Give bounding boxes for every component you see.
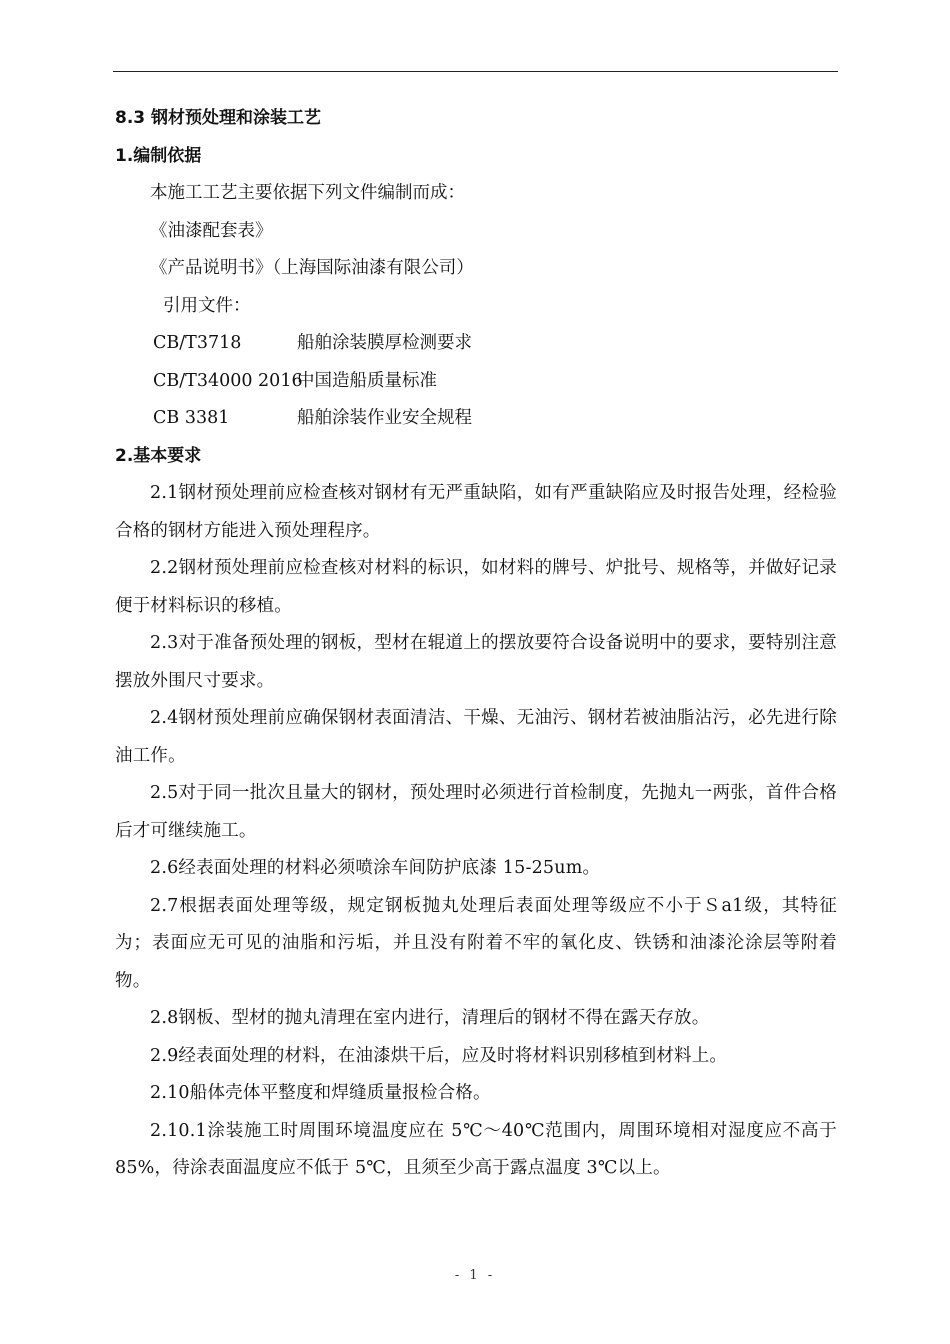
requirement-item: 2.4钢材预处理前应确保钢材表面清洁、干燥、无油污、钢材若被油脂沾污，必先进行除油工作。	[115, 708, 837, 766]
requirement-item: 2.3对于准备预处理的钢板，型材在辊道上的摆放要符合设备说明中的要求，要特别注意摆放外围尺寸要求。	[115, 633, 837, 691]
reference-row	[115, 325, 837, 363]
reference-title: 中国造船质量标准	[297, 370, 437, 391]
reference-row	[115, 400, 837, 438]
section-heading: 8.3 钢材预处理和涂装工艺	[115, 108, 322, 128]
requirement-item: 2.1钢材预处理前应检查核对钢材有无严重缺陷，如有严重缺陷应及时报告处理，经检验合格的钢材方能进入预处理程序。	[115, 483, 837, 541]
page-number: - 1 -	[454, 1268, 496, 1283]
basis-intro: 本施工工艺主要依据下列文件编制而成：	[150, 183, 465, 203]
requirement-item: 2.8钢板、型材的抛丸清理在室内进行，清理后的钢材不得在露天存放。	[150, 1008, 710, 1028]
requirement-item: 2.5对于同一批次且量大的钢材，预处理时必须进行首检制度，先抛丸一两张，首件合格后才可继续施工。	[115, 783, 837, 841]
references-label: 引用文件：	[163, 295, 251, 316]
reference-row	[115, 363, 837, 401]
reference-code: CB/T3718	[153, 333, 242, 353]
basis-heading: 1.编制依据	[115, 145, 202, 166]
requirement-item: 2.10船体壳体平整度和焊缝质量报检合格。	[150, 1083, 491, 1103]
reference-code: CB 3381	[153, 408, 230, 428]
requirements-heading: 2.基本要求	[115, 445, 202, 466]
requirement-item: 2.6经表面处理的材料必须喷涂车间防护底漆 15-25um。	[150, 858, 601, 878]
header-rule	[113, 71, 838, 72]
basis-doc: 《产品说明书》（上海国际油漆有限公司）	[150, 258, 474, 278]
reference-title: 船舶涂装膜厚检测要求	[297, 333, 472, 353]
requirement-item: 2.9经表面处理的材料，在油漆烘干后，应及时将材料识别移植到材料上。	[150, 1045, 728, 1066]
requirement-item: 2.10.1涂装施工时周围环境温度应在 5℃～40℃范围内，周围环境相对湿度应不高于 85%，待涂表面温度应不低于 5℃，且须至少高于露点温度 3℃以上。	[115, 1120, 837, 1178]
reference-title: 船舶涂装作业安全规程	[297, 408, 472, 428]
requirement-item: 2.7根据表面处理等级，规定钢板抛丸处理后表面处理等级应不小于Ｓa1级，其特征为；表面应无可见的油脂和污垢，并且没有附着不牢的氧化皮、铁锈和油漆沦涂层等附着物。	[115, 895, 837, 991]
requirement-item: 2.2钢材预处理前应检查核对材料的标识，如材料的牌号、炉批号、规格等，并做好记录便于材料标识的移植。	[115, 558, 837, 616]
document-body	[115, 100, 837, 1188]
reference-code: CB/T34000 2016	[153, 370, 303, 391]
basis-doc: 《油漆配套表》	[150, 220, 273, 241]
